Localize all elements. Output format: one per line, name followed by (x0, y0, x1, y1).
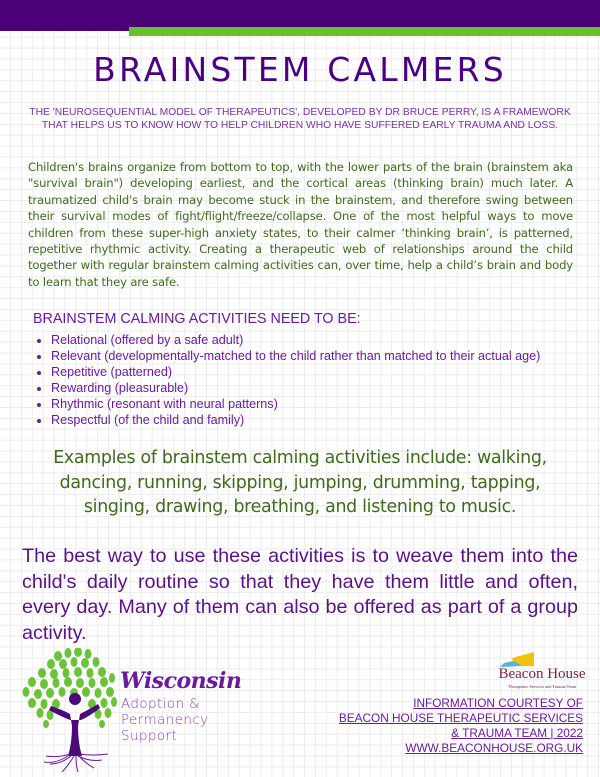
body-paragraph: Children's brains organize from bottom to top, with the lower parts of the brain (brainstem aka "survival brain") developing earliest, and the cortical areas (thinking brain) much later. A traumatized child's brain may become stuck in the brainstem, and therefore swing between their survival modes of fight/flight/freeze/collapse. One of the most helpful ways to move children from these super-high anxiety states, to their calmer ‘thinking brain’, is patterned, repetitive rhythmic activity. Creating a therapeutic web of relationships around the child together with regular brainstem calming activities can, over time, help a child’s brain and body to learn that they are safe. (28, 160, 573, 289)
needs-list (33, 332, 540, 429)
list-item: • Rhythmic (resonant with neural patterns) (51, 396, 540, 412)
list-item: • Rewarding (pleasurable) (51, 380, 540, 396)
list-item: • Relevant (developmentally-matched to the child rather than matched to their actual age) (51, 348, 540, 364)
courtesy-link-line2[interactable]: BEACON HOUSE THERAPEUTIC SERVICES (338, 711, 583, 725)
courtesy-link-line3[interactable]: & TRAUMA TEAM | 2022 (451, 726, 583, 740)
beacon-house-tagline: Therapeutic Services and Trauma Team (507, 684, 577, 689)
website-link[interactable]: WWW.BEACONHOUSE.ORG.UK (405, 741, 583, 755)
wisconsin-logo-script: Wisconsin (120, 668, 242, 694)
wisconsin-logo-line1: Adoption & (121, 696, 201, 712)
examples-text: Examples of brainstem calming activities include: walking, dancing, running, skipping, jumping, drumming, tapping, singing, drawing, breathing, and listening to music. (53, 448, 547, 517)
needs-heading: BRAINSTEM CALMING ACTIVITIES NEED TO BE: (33, 311, 361, 327)
courtesy-link-line1[interactable]: INFORMATION COURTESY OF (413, 696, 583, 710)
intro-text: THE 'NEUROSEQUENTIAL MODEL OF THERAPEUTICS', DEVELOPED BY DR BRUCE PERRY, IS A FRAMEWORK THAT HELPS US TO KNOW HOW TO HELP CHILDREN WHO HAVE SUFFERED EARLY TRAUMA AND LOSS. (29, 107, 571, 131)
courtesy-block (339, 696, 583, 756)
wisconsin-logo-line2: Permanency (121, 712, 209, 728)
list-item: • Respectful (of the child and family) (51, 412, 540, 428)
list-item: • Repetitive (patterned) (51, 364, 540, 380)
header-accent-bar (129, 27, 600, 36)
beacon-house-name: Beacon House (498, 666, 586, 682)
best-way-text: The best way to use these activities is to weave them into the child's daily routine so that they have them little and often, every day. Many of them can also be offered as part of a group activity. (22, 545, 578, 644)
list-item: • Relational (offered by a safe adult) (51, 332, 540, 348)
page-title: BRAINSTEM CALMERS (93, 50, 507, 89)
wisconsin-logo-line3: Support (121, 728, 178, 744)
